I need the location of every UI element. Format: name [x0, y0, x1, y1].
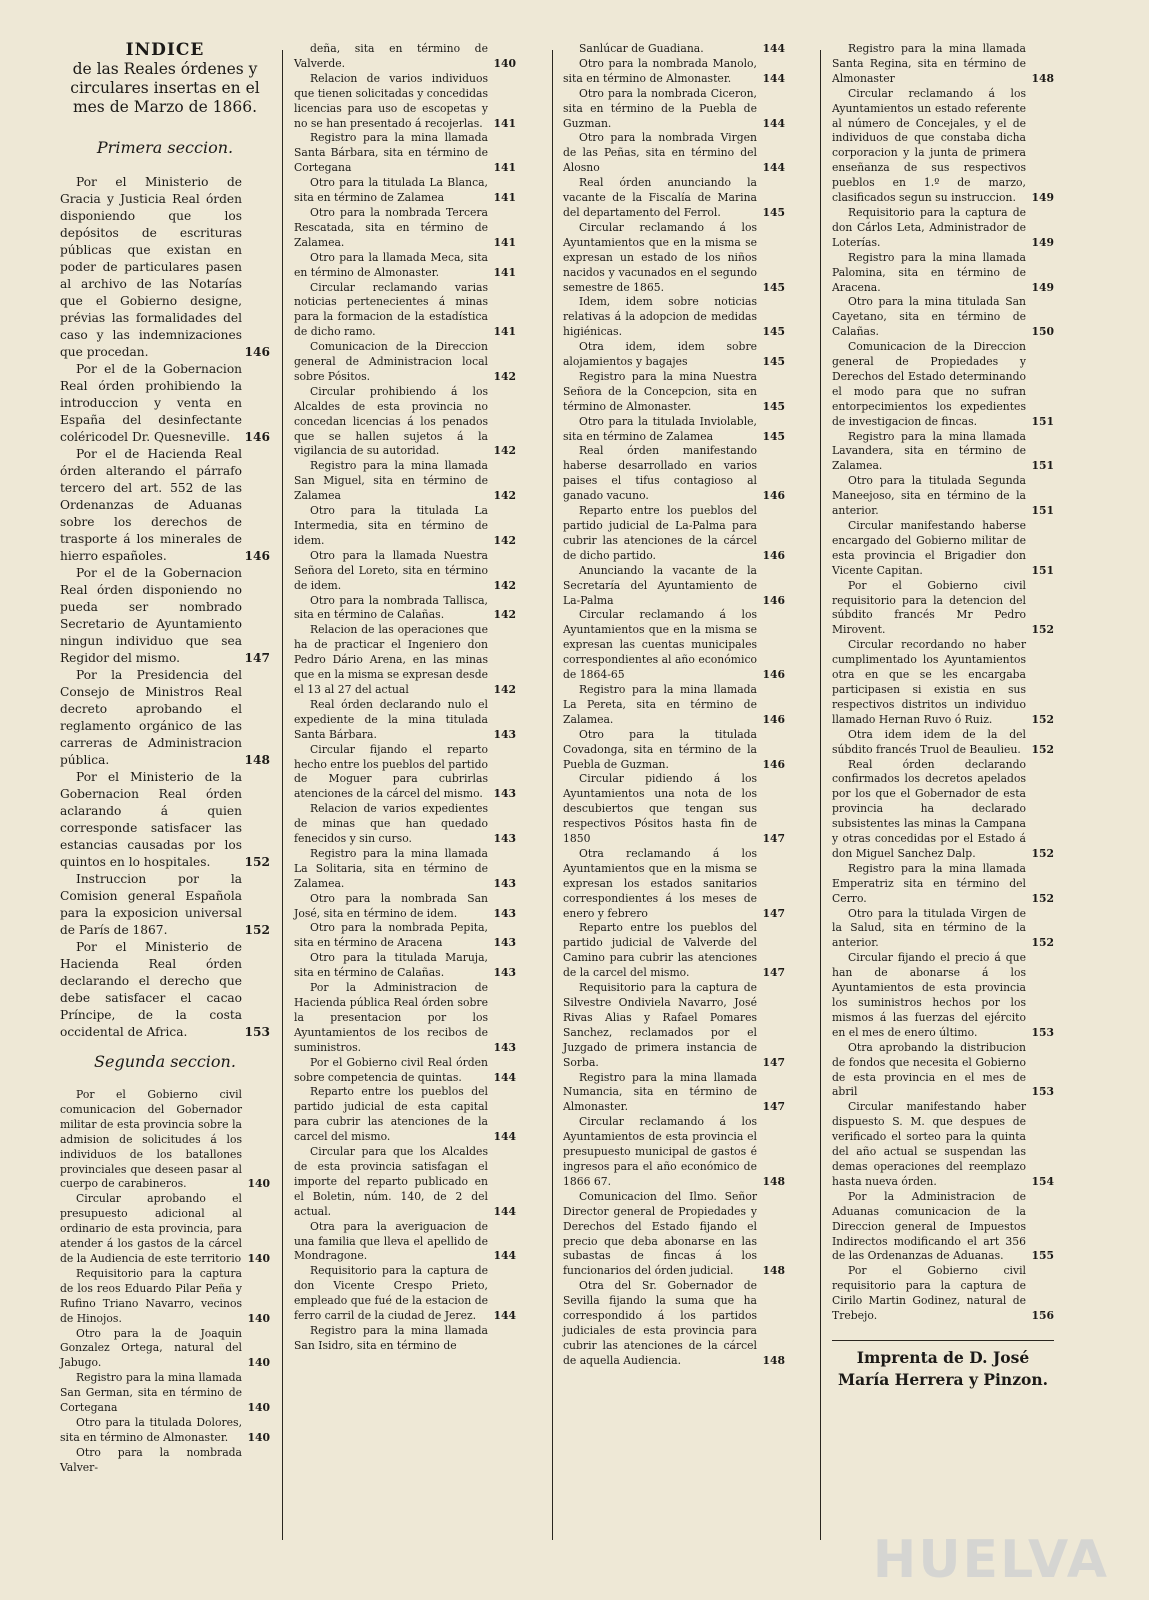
entry-page-number: 152: [244, 923, 270, 937]
entry-text: Registro para la mina llamada Santa Regina, sita en término de Almonaster: [832, 42, 1026, 85]
index-entry: [563, 608, 785, 683]
index-entry: [563, 444, 785, 504]
entry-page-number: 148: [762, 1174, 785, 1188]
entry-page-number: 144: [762, 42, 785, 55]
index-entry: [832, 340, 1054, 429]
entry-text: Otra idem, idem sobre alojamientos y bagajes: [563, 340, 757, 369]
entry-page-number: 140: [247, 1356, 270, 1370]
index-entry: [832, 579, 1054, 639]
entry-page-number: 148: [762, 1264, 785, 1278]
entry-text: Por el Ministerio de Gracia y Justicia Real órden disponiendo que los depósitos de escrituras públicas que existan en poder de particulares pasen al archivo de las Notarías que el Gobierno designe, prévias las formalidades del caso y las indemnizaciones que procedan.: [60, 175, 242, 359]
index-entry: [294, 623, 516, 698]
index-entry: [294, 281, 516, 341]
entry-page-number: 145: [762, 429, 785, 443]
entry-text: Comunicacion de la Direccion general de Administracion local sobre Pósitos.: [294, 340, 488, 383]
entry-page-number: 151: [1031, 563, 1054, 577]
entry-page-number: 143: [493, 936, 516, 950]
column-4: [832, 42, 1054, 1391]
entry-page-number: 140: [247, 1251, 270, 1265]
index-entry: [294, 549, 516, 594]
index-entry: [832, 951, 1054, 1040]
index-entry: [832, 907, 1054, 952]
entry-page-number: 141: [493, 235, 516, 249]
entry-text: Idem, idem sobre noticias relativas á la adopcion de medidas higiénicas.: [563, 295, 757, 339]
entry-page-number: 143: [493, 966, 516, 980]
index-entry: [60, 1446, 270, 1476]
entry-page-number: 152: [1031, 891, 1054, 905]
entry-page-number: 142: [493, 533, 516, 547]
entry-page-number: 146: [762, 668, 785, 682]
entry-text: Circular reclamando á los Ayuntamientos que en la misma se expresan un estado de los niños nacidos y vacunados en el segundo semestre de 1865.: [563, 220, 757, 294]
entry-page-number: 147: [762, 1055, 785, 1069]
entry-text: Real órden anunciando la vacante de la Fiscalía de Marina del departamento del Ferrol.: [563, 176, 757, 219]
entry-page-number: 146: [244, 549, 270, 563]
entry-page-number: 140: [247, 1430, 270, 1444]
index-entry: [832, 87, 1054, 206]
entry-text: Por el Gobierno civil requisitorio para la captura de Cirilo Martin Godinez, natural de Trebejo.: [832, 1264, 1026, 1323]
entry-text: Real órden manifestando haberse desarrollado en varios paises el tifus contagioso al ganado vacuno.: [563, 444, 757, 503]
entry-page-number: 152: [1031, 623, 1054, 637]
entry-text: Real órden declarando confirmados los decretos apelados por los que el Gobernador de esta provincia ha declarado subsistentes las minas la Campana y otras concedidas por el Estado á don Miguel Sanchez Dalp.: [832, 757, 1026, 860]
entry-page-number: 141: [493, 116, 516, 130]
entry-text: Circular manifestando haberse encargado del Gobierno militar de esta provincia el Brigadier don Vicente Capitan.: [832, 519, 1026, 577]
entry-text: Relacion de varios expedientes de minas que han quedado fenecidos y sin curso.: [294, 802, 488, 846]
entry-page-number: 143: [493, 832, 516, 846]
entry-text: Por el de la Gobernacion Real órden disponiendo no pueda ser nombrado Secretario de Ayuntamiento ningun individuo que sea Regidor del mismo.: [60, 566, 242, 665]
entry-page-number: 143: [493, 1040, 516, 1054]
index-entry: [294, 504, 516, 549]
entry-page-number: 142: [493, 578, 516, 592]
index-entry: [294, 131, 516, 176]
entry-page-number: 145: [762, 280, 785, 294]
index-entry: [60, 361, 270, 446]
entry-text: Otra reclamando á los Ayuntamientos que en la misma se expresan los estados sanitarios correspondientes á los meses de enero y febrero: [563, 846, 757, 920]
entry-page-number: 147: [762, 1100, 785, 1114]
entry-page-number: 143: [493, 876, 516, 890]
index-entry: [60, 1088, 270, 1192]
entry-page-number: 153: [1031, 1085, 1054, 1099]
entry-text: Otro para la titulada Segunda Maneejoso, sita en término de la anterior.: [832, 474, 1026, 518]
entry-page-number: 146: [244, 345, 270, 359]
section-heading-primera: Primera seccion.: [96, 138, 234, 157]
entry-text: Circular pidiendo á los Ayuntamientos una nota de los descubiertos que tengan sus respectivos Pósitos hasta fin de 1850: [563, 772, 757, 846]
index-entry: [563, 221, 785, 296]
entry-text: Registro para la mina llamada Lavandera, sita en término de Zalamea.: [832, 429, 1026, 473]
index-entry: [294, 921, 516, 951]
index-entry: [563, 504, 785, 564]
index-entry: [832, 862, 1054, 907]
index-entry: [60, 1371, 270, 1416]
entry-page-number: 144: [493, 1249, 516, 1263]
index-entry: [294, 1264, 516, 1324]
entry-text: Reparto entre los pueblos del partido judicial de La-Palma para cubrir las atenciones de la cárcel de dicho partido.: [563, 504, 757, 562]
entry-text: Circular aprobando el presupuesto adicional al ordinario de esta provincia, para atender á los gastos de la cárcel de la Audiencia de este territorio: [60, 1192, 242, 1265]
index-entry: [294, 1145, 516, 1220]
index-entry: [832, 42, 1054, 87]
entry-text: Por el Gobierno civil Real órden sobre competencia de quintas.: [294, 1055, 488, 1084]
entry-text: Otro para la de Joaquin Gonzalez Ortega, natural del Jabugo.: [60, 1326, 242, 1370]
entry-text: Por el Ministerio de Hacienda Real órden declarando el derecho que debe satisfacer el cacao Príncipe, de la costa occidental de Africa.: [60, 940, 242, 1039]
entry-page-number: 153: [244, 1025, 270, 1039]
entry-text: Real órden declarando nulo el expediente de la mina titulada Santa Bárbara.: [294, 697, 488, 741]
entry-page-number: 141: [493, 161, 516, 175]
index-entry: [832, 638, 1054, 727]
index-entry: [294, 385, 516, 460]
index-entry: [563, 981, 785, 1070]
entry-page-number: 152: [1031, 846, 1054, 860]
entry-text: Por el de la Gobernacion Real órden prohibiendo la introduccion y venta en España del desinfectante coléricodel Dr. Quesneville.: [60, 362, 242, 444]
entry-text: Otro para la nombrada Virgen de las Peñas, sita en término del Alosno: [563, 131, 757, 175]
index-entry: [294, 1085, 516, 1145]
entry-page-number: 152: [1031, 712, 1054, 726]
entry-text: Otra para la averiguacion de una familia que lleva el apellido de Mondragone.: [294, 1219, 488, 1263]
index-entry: [832, 206, 1054, 251]
entry-text: Requisitorio para la captura de don Vicente Crespo Prieto, empleado que fué de la estacion de ferro carril de la ciudad de Jerez.: [294, 1264, 488, 1323]
entry-text: Por la Presidencia del Consejo de Ministros Real decreto aprobando el reglamento orgánico de las carreras de Administracion pública.: [60, 668, 242, 767]
entry-text: Reparto entre los pueblos del partido judicial de Valverde del Camino para cubrir las atenciones de la carcel del mismo.: [563, 921, 757, 980]
entry-page-number: 140: [247, 1311, 270, 1325]
index-entry: [563, 1190, 785, 1279]
entry-text: Registro para la mina llamada Numancia, sita en término de Almonaster.: [563, 1070, 757, 1114]
index-entry: [294, 459, 516, 504]
entry-page-number: 155: [1031, 1249, 1054, 1263]
entry-page-number: 146: [762, 489, 785, 503]
entry-text: Circular prohibiendo á los Alcaldes de esta provincia no concedan licencias á los penados que se hallen sujetos á la vigilancia de su autoridad.: [294, 384, 488, 458]
index-entry: [294, 340, 516, 385]
entry-text: Otro para la llamada Nuestra Señora del Loreto, sita en término de idem.: [294, 548, 488, 592]
index-entry: [294, 42, 516, 72]
entry-text: Registro para la mina llamada San Miguel, sita en término de Zalamea: [294, 459, 488, 503]
entry-page-number: 152: [244, 855, 270, 869]
entry-text: Relacion de las operaciones que ha de practicar el Ingeniero don Pedro Dário Arena, en las minas que en la misma se expresan desde el 13 al 27 del actual: [294, 623, 488, 696]
index-entry: [832, 1190, 1054, 1265]
entry-text: Otro para la nombrada Valver-: [60, 1445, 242, 1474]
entry-text: Por el Ministerio de la Gobernacion Real órden aclarando á quien corresponde satisfacer las estancias causadas por los quintos en lo hospitales.: [60, 770, 242, 869]
index-entry: [563, 847, 785, 922]
index-entry: [563, 921, 785, 981]
entry-page-number: 150: [1031, 325, 1054, 339]
index-subtitle: de las Reales órdenes y circulares insertas en el mes de Marzo de 1866.: [70, 60, 260, 116]
index-title: INDICE: [125, 40, 205, 60]
index-entry: [294, 1324, 516, 1354]
index-entry: [294, 743, 516, 803]
col4-entries: [832, 42, 1054, 1324]
entry-text: Comunicacion de la Direccion general de Propiedades y Derechos del Estado determinando el modo para que no sufran entorpecimientos los expedientes de investigacion de fincas.: [832, 340, 1026, 428]
index-entry: [294, 251, 516, 281]
index-entry: [60, 667, 270, 769]
entry-page-number: 147: [762, 832, 785, 846]
index-entry: [832, 474, 1054, 519]
entry-page-number: 149: [1031, 235, 1054, 249]
entry-page-number: 142: [493, 608, 516, 622]
entry-page-number: 148: [1031, 71, 1054, 85]
index-entry: [294, 951, 516, 981]
entry-text: Registro para la mina llamada Santa Bárbara, sita en término de Cortegana: [294, 131, 488, 175]
entry-text: Reparto entre los pueblos del partido judicial de esta capital para cubrir las atenciones de la carcel del mismo.: [294, 1085, 488, 1144]
index-entry: [294, 1056, 516, 1086]
entry-page-number: 146: [762, 757, 785, 771]
entry-page-number: 144: [493, 1204, 516, 1218]
index-entry: [60, 1267, 270, 1327]
index-entry: [294, 802, 516, 847]
entry-text: Otro para la llamada Meca, sita en término de Almonaster.: [294, 250, 488, 279]
entry-text: Otro para la mina titulada San Cayetano, sita en término de Calañas.: [832, 295, 1026, 339]
entry-page-number: 144: [762, 71, 785, 85]
index-entry: [832, 1100, 1054, 1189]
entry-text: Por el Gobierno civil requisitorio para la detencion del súbdito francés Mr Pedro Mirovent.: [832, 578, 1026, 637]
col3-entries: [563, 42, 785, 1369]
index-entry: [563, 57, 785, 87]
entry-page-number: 141: [493, 265, 516, 279]
entry-text: Registro para la mina llamada La Pereta, sita en término de Zalamea.: [563, 682, 757, 726]
index-entry: [563, 131, 785, 176]
entry-page-number: 145: [762, 399, 785, 413]
index-entry: [60, 1192, 270, 1267]
entry-page-number: 149: [1031, 280, 1054, 294]
entry-text: Registro para la mina Nuestra Señora de la Concepcion, sita en término de Almonaster.: [563, 369, 757, 413]
entry-text: Otro para la nombrada Manolo, sita en término de Almonaster.: [563, 56, 757, 85]
index-entry: [294, 847, 516, 892]
entry-page-number: 152: [1031, 742, 1054, 756]
entry-page-number: 154: [1031, 1174, 1054, 1188]
entry-page-number: 144: [493, 1130, 516, 1144]
column-2: [294, 42, 516, 1354]
entry-text: Otro para la nombrada Tallisca, sita en término de Calañas.: [294, 593, 488, 622]
index-entry: [832, 430, 1054, 475]
entry-page-number: 142: [493, 682, 516, 696]
entry-text: Registro para la mina llamada San Isidro, sita en término de: [294, 1323, 488, 1352]
index-entry: [60, 565, 270, 667]
index-entry: [563, 87, 785, 132]
entry-text: Otro para la nombrada Tercera Rescatada, sita en término de Zalamea.: [294, 205, 488, 249]
entry-page-number: 144: [493, 1070, 516, 1084]
entry-page-number: 156: [1031, 1309, 1054, 1323]
entry-text: Registro para la mina llamada San German, sita en término de Cortegana: [60, 1371, 242, 1415]
entry-page-number: 151: [1031, 414, 1054, 428]
entry-text: Circular manifestando haber dispuesto S. M. que despues de verificado el sorteo para la quinta del año actual se suspendan las demas operaciones del reemplazo hasta nueva órden.: [832, 1100, 1026, 1188]
entry-text: Por el de Hacienda Real órden alterando el párrafo tercero del art. 552 de las Ordenanzas de Aduanas sobre los derechos de trasporte á los minerales de hierro españoles.: [60, 447, 242, 563]
entry-text: Requisitorio para la captura de don Cárlos Leta, Administrador de Loterías.: [832, 205, 1026, 249]
entry-text: Anunciando la vacante de la Secretaría del Ayuntamiento de La-Palma: [563, 563, 757, 607]
entry-text: Registro para la mina llamada Emperatriz sita en término del Cerro.: [832, 861, 1026, 905]
index-entry: [294, 176, 516, 206]
entry-page-number: 145: [762, 205, 785, 219]
entry-text: Otro para la nombrada Pepita, sita en término de Aracena: [294, 921, 488, 950]
index-entry: [832, 519, 1054, 579]
entry-text: Otra aprobando la distribucion de fondos que necesita el Gobierno de esta provincia en el mes de abril: [832, 1040, 1026, 1099]
entry-page-number: 146: [762, 712, 785, 726]
column-divider: [282, 50, 283, 1540]
entry-page-number: 151: [1031, 459, 1054, 473]
index-entry: [294, 206, 516, 251]
entry-text: Por la Administracion de Hacienda pública Real órden sobre la presentacion por los Ayuntamientos de los recibos de suministros.: [294, 981, 488, 1054]
entry-text: Comunicacion del Ilmo. Señor Director general de Propiedades y Derechos del Estado fijando el precio que deba abonarse en las subastas de fincas á los funcionarios del órden judicial.: [563, 1189, 757, 1278]
entry-text: Circular reclamando á los Ayuntamientos de esta provincia el presupuesto municipal de gastos é ingresos para el año económico de 1866 67.: [563, 1115, 757, 1188]
entry-text: Otro para la titulada Inviolable, sita en término de Zalamea: [563, 414, 757, 443]
entry-page-number: 146: [244, 430, 270, 444]
index-entry: [60, 446, 270, 565]
imprint: Imprenta de D. José María Herrera y Pinzon.: [832, 1340, 1054, 1391]
index-entry: [563, 370, 785, 415]
section-heading-segunda: Segunda seccion.: [94, 1052, 236, 1071]
entry-text: Otro para la titulada La Intermedia, sita en término de idem.: [294, 504, 488, 547]
entry-text: Otro para la nombrada San José, sita en término de idem.: [294, 891, 488, 920]
index-entry: [563, 176, 785, 221]
entry-text: Circular reclamando á los Ayuntamientos un estado referente al número de Concejales, y el de individuos de que constaba dicha corporacion y la junta de primera enseñanza de sus respectivos pueblos en 1.º de marzo, clasificados segun su instruccion.: [832, 86, 1026, 205]
entry-text: deña, sita en término de Valverde.: [294, 42, 488, 70]
index-entry: [563, 42, 785, 57]
entry-page-number: 145: [762, 325, 785, 339]
entry-page-number: 140: [247, 1177, 270, 1191]
index-entry: [563, 295, 785, 340]
column-1: [60, 42, 270, 1476]
entry-text: Circular reclamando varias noticias pertenecientes á minas para la formacion de la estadística de dicho ramo.: [294, 280, 488, 339]
entry-page-number: 140: [247, 1401, 270, 1415]
index-entry: [832, 1041, 1054, 1101]
entry-page-number: 146: [762, 593, 785, 607]
entry-page-number: 142: [493, 369, 516, 383]
entry-text: Otra del Sr. Gobernador de Sevilla fijando la suma que ha correspondido á los partidos judiciales de esta provincia para cubrir las atenciones de la cárcel de aquella Audiencia.: [563, 1279, 757, 1367]
entry-page-number: 140: [493, 56, 516, 70]
index-entry: [294, 698, 516, 743]
entry-page-number: 143: [493, 727, 516, 741]
entry-page-number: 141: [493, 325, 516, 339]
index-entry: [60, 871, 270, 939]
entry-page-number: 149: [1031, 191, 1054, 205]
col1-entries: [60, 174, 270, 1041]
col1b-entries: [60, 1088, 270, 1476]
entry-text: Registro para la mina llamada Palomina, sita en término de Aracena.: [832, 250, 1026, 294]
index-entry: [563, 1115, 785, 1190]
index-entry: [60, 1327, 270, 1372]
entry-text: Sanlúcar de Guadiana.: [579, 42, 704, 55]
index-entry: [563, 340, 785, 370]
index-entry: [563, 415, 785, 445]
index-entry: [832, 251, 1054, 296]
entry-page-number: 146: [762, 548, 785, 562]
entry-page-number: 141: [493, 191, 516, 205]
entry-text: Otro para la titulada Covadonga, sita en término de la Puebla de Guzman.: [563, 727, 757, 771]
entry-text: Requisitorio para la captura de Silvestre Ondiviela Navarro, José Rivas Alias y Rafael Pomares Sanchez, reclamados por el Juzgado de primera instancia de Sorba.: [563, 981, 757, 1069]
entry-page-number: 145: [762, 355, 785, 369]
index-entry: [563, 1071, 785, 1116]
entry-page-number: 144: [493, 1309, 516, 1323]
entry-page-number: 148: [762, 1353, 785, 1367]
index-entry: [563, 728, 785, 773]
entry-text: Instruccion por la Comision general Española para la exposicion universal de París de 1867.: [60, 872, 242, 937]
entry-text: Circular para que los Alcaldes de esta provincia satisfagan el importe del reparto publicado en el Boletin, núm. 140, de 2 del actual.: [294, 1145, 488, 1218]
index-entry: [563, 772, 785, 847]
entry-page-number: 144: [762, 116, 785, 130]
index-entry: [294, 981, 516, 1056]
entry-page-number: 147: [762, 906, 785, 920]
index-entry: [832, 1264, 1054, 1324]
index-entry: [294, 892, 516, 922]
index-entry: [563, 683, 785, 728]
entry-text: Otro para la titulada Dolores, sita en término de Almonaster.: [60, 1415, 242, 1444]
entry-text: Circular fijando el precio á que han de abonarse á los Ayuntamientos de esta provincia los suministros hechos por los mismos á las fuerzas del ejército en el mes de enero último.: [832, 951, 1026, 1039]
entry-page-number: 147: [762, 966, 785, 980]
index-entry: [294, 1220, 516, 1265]
entry-text: Relacion de varios individuos que tienen solicitadas y concedidas licencias para uso de escopetas y no se han presentado á recojerlas.: [294, 71, 488, 130]
index-entry: [294, 594, 516, 624]
index-entry: [563, 1279, 785, 1368]
index-entry: [60, 939, 270, 1041]
entry-page-number: 143: [493, 787, 516, 801]
index-entry: [60, 1416, 270, 1446]
entry-text: Otro para la nombrada Ciceron, sita en término de la Puebla de Guzman.: [563, 86, 757, 130]
index-entry: [60, 769, 270, 871]
entry-text: Circular recordando no haber cumplimentado los Ayuntamientos otra en que se les encargaba participasen si existia en sus respectivos distritos un individuo llamado Hernan Ruvo ó Ruiz.: [832, 638, 1026, 726]
column-divider: [820, 50, 821, 1540]
entry-page-number: 151: [1031, 504, 1054, 518]
entry-text: Otra idem idem de la del súbdito francés Truol de Beaulieu.: [832, 727, 1026, 756]
entry-text: Registro para la mina llamada La Solitaria, sita en término de Zalamea.: [294, 846, 488, 890]
index-entry: [832, 295, 1054, 340]
entry-page-number: 153: [1031, 1025, 1054, 1039]
index-entry: [832, 728, 1054, 758]
entry-text: Otro para la titulada Maruja, sita en término de Calañas.: [294, 951, 488, 980]
index-entry: [60, 174, 270, 361]
entry-text: Otro para la titulada Virgen de la Salud, sita en término de la anterior.: [832, 906, 1026, 950]
entry-text: Otro para la titulada La Blanca, sita en término de Zalamea: [294, 176, 488, 205]
entry-text: Por el Gobierno civil comunicacion del Gobernador militar de esta provincia sobre la admision de solicitudes á los individuos de los batallones provinciales que deseen pasar al cuerpo de carabineros.: [60, 1088, 242, 1191]
entry-text: Por la Administracion de Aduanas comunicacion de la Direccion general de Impuestos Indirectos modificando el art 356 de las Ordenanzas de Aduanas.: [832, 1189, 1026, 1263]
entry-text: Circular reclamando á los Ayuntamientos que en la misma se expresan las cuentas municipales correspondientes al año económico de 1864-65: [563, 608, 757, 682]
entry-page-number: 143: [493, 906, 516, 920]
entry-page-number: 144: [762, 161, 785, 175]
archive-watermark: HUELVA: [872, 1530, 1109, 1590]
entry-page-number: 152: [1031, 936, 1054, 950]
index-entry: [294, 72, 516, 132]
entry-page-number: 142: [493, 489, 516, 503]
column-divider: [552, 50, 553, 1540]
column-3: [563, 42, 785, 1369]
index-entry: [563, 564, 785, 609]
col2-entries: [294, 42, 516, 1354]
entry-text: Requisitorio para la captura de los reos Eduardo Pilar Peña y Rufino Triano Navarro, vecinos de Hinojos.: [60, 1266, 242, 1325]
entry-text: Circular fijando el reparto hecho entre los pueblos del partido de Moguer para cubrirlas atenciones de la cárcel del mismo.: [294, 742, 488, 801]
entry-page-number: 147: [244, 651, 270, 665]
entry-page-number: 142: [493, 444, 516, 458]
entry-page-number: 148: [244, 753, 270, 767]
index-entry: [832, 758, 1054, 862]
